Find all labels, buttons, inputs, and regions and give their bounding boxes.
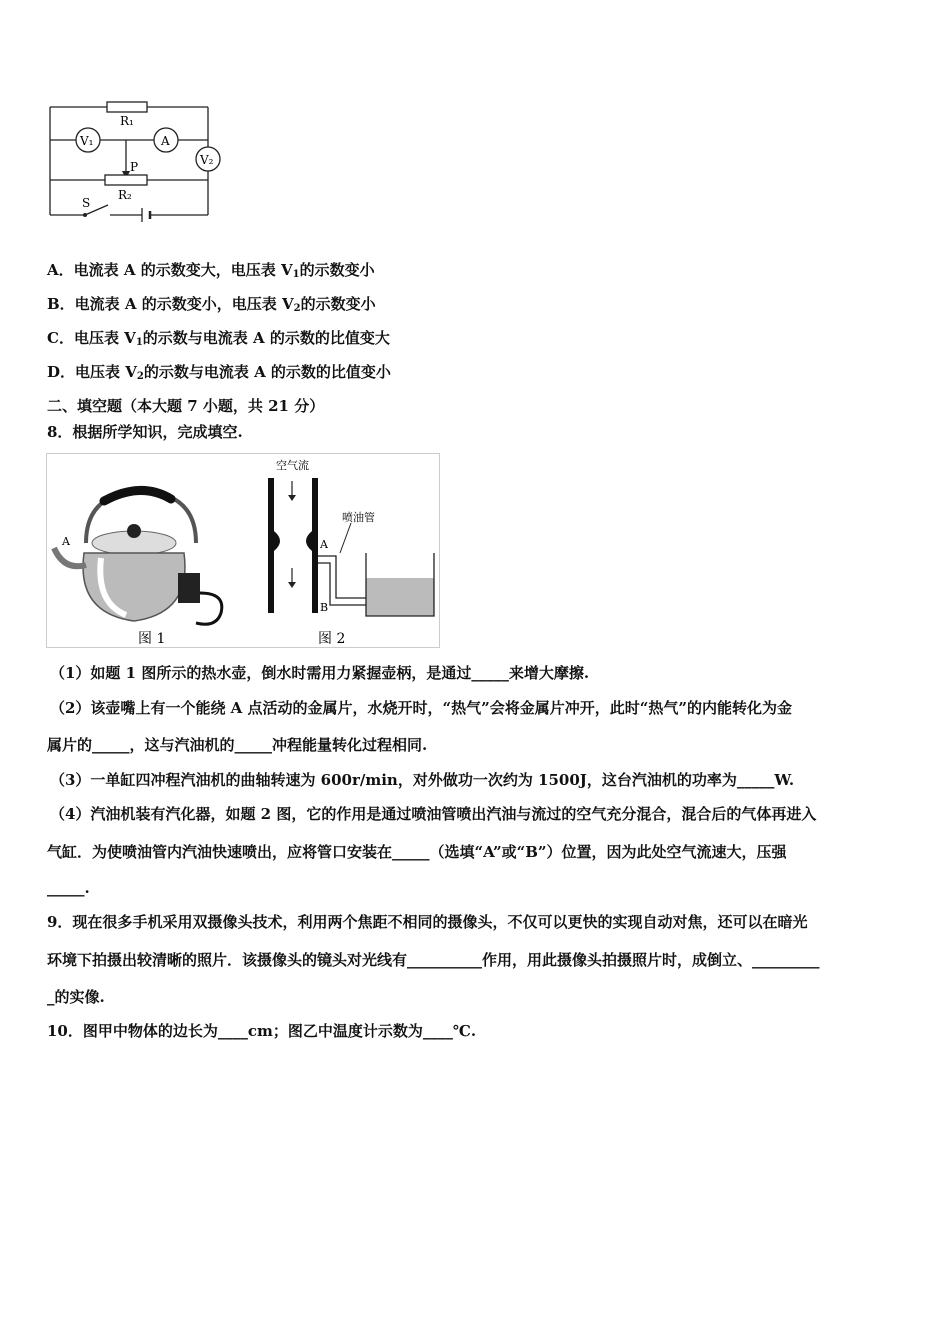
switch-label: S xyxy=(82,196,91,210)
option-b: B．电流表 A 的示数变小，电压表 $V_2$的示数变小 xyxy=(47,295,376,314)
option-a: A．电流表 A 的示数变大，电压表 $V_1$的示数变小 xyxy=(47,261,375,280)
q8-stem: 8．根据所学知识，完成填空. xyxy=(47,423,243,441)
circuit-diagram xyxy=(40,95,230,230)
option-c: C．电压表 $V_1$的示数与电流表 A 的示数的比值变大 xyxy=(47,329,390,348)
kettle-point-label: A xyxy=(62,535,70,548)
r2-label: R₂ xyxy=(118,188,132,202)
q9-line1: 9．现在很多手机采用双摄像头技术，利用两个焦距不相同的摄像头，不仅可以更快的实现自动对焦，还可以在暗光 xyxy=(47,913,808,931)
v1-label: V₁ xyxy=(80,134,94,148)
slider-label: P xyxy=(130,160,139,174)
q8-part1: （1）如题 1 图所示的热水壶，倒水时需用力紧握壶柄，是通过_____来增大摩擦. xyxy=(50,664,590,682)
v2-label: V₂ xyxy=(200,153,214,167)
airflow-label: 空气流 xyxy=(276,459,309,472)
fig1-caption: 图 1 xyxy=(138,631,166,647)
nozzle-label: 喷油管 xyxy=(342,511,375,524)
q8-part4-line2: 气缸．为使喷油管内汽油快速喷出，应将管口安装在_____（选填“A”或“B”）位置，因为此处空气流速大，压强 xyxy=(47,843,787,861)
q9-line2: 环境下拍摄出较清晰的照片．该摄像头的镜头对光线有__________作用，用此摄像头拍摄照片时，成倒立、_________ xyxy=(47,951,820,969)
q8-part4-line1: （4）汽油机装有汽化器，如题 2 图，它的作用是通过喷油管喷出汽油与流过的空气充分混合，混合后的气体再进入 xyxy=(50,805,817,823)
q8-figure xyxy=(46,453,441,649)
q10-line1: 10．图甲中物体的边长为____cm；图乙中温度计示数为____℃. xyxy=(47,1022,477,1040)
q8-part2-line2: 属片的_____，这与汽油机的_____冲程能量转化过程相同. xyxy=(47,736,428,754)
q8-part3: （3）一单缸四冲程汽油机的曲轴转速为 600r/min，对外做功一次约为 1500J，这台汽油机的功率为_____W. xyxy=(50,771,795,789)
q9-line3: _的实像. xyxy=(47,988,105,1006)
section-title: 二、填空题（本大题 7 小题，共 21 分） xyxy=(47,397,325,415)
q8-part2-line1: （2）该壶嘴上有一个能绕 A 点活动的金属片，水烧开时，“热气”会将金属片冲开，此时“热气”的内能转化为金 xyxy=(50,699,793,717)
point-b-label: B xyxy=(320,601,329,614)
point-a-label: A xyxy=(320,538,328,551)
r1-label: R₁ xyxy=(120,114,134,128)
fig2-caption: 图 2 xyxy=(318,631,346,647)
ammeter-label: A xyxy=(161,134,170,148)
q8-part4-line3: _____. xyxy=(47,879,90,897)
option-d: D．电压表 $V_2$的示数与电流表 A 的示数的比值变小 xyxy=(47,363,391,382)
